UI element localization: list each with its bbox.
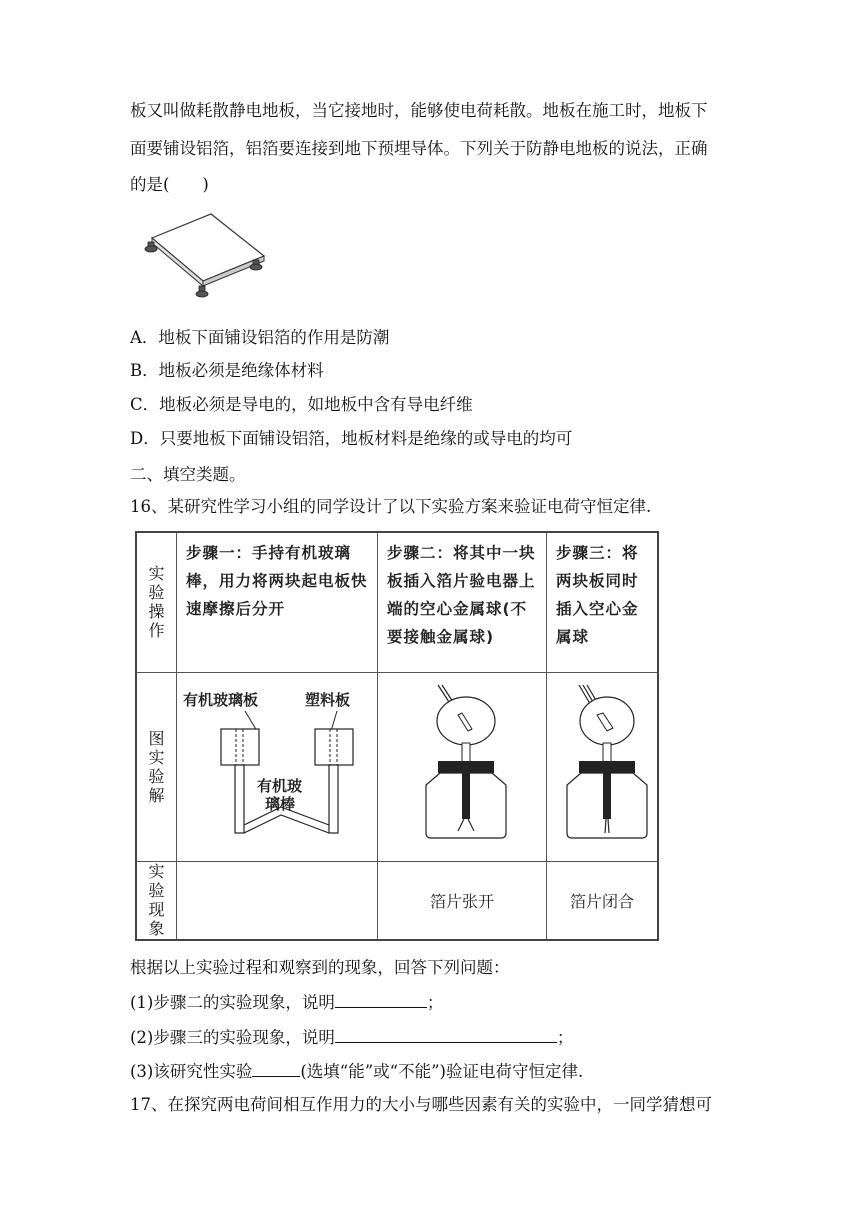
observation-step-3: 箔片闭合 xyxy=(547,861,659,940)
experiment-table xyxy=(135,531,659,941)
option-d: D．只要地板下面铺设铝箔，地板材料是绝缘的或导电的均可 xyxy=(130,429,573,448)
answer-blank-1[interactable] xyxy=(335,990,427,1008)
question-16-stem: 16、某研究性学习小组的同学设计了以下实验方案来验证电荷守恒定律. xyxy=(130,497,652,516)
question-text-line-2: 面要铺设铝箔，铝箔要连接到地下预埋导体。下列关于防静电地板的说法，正确 xyxy=(130,139,708,158)
table-row-figure xyxy=(136,672,658,861)
sub-question-3: (3)该研究性实验 (选填“能”或“不能”)验证电荷守恒定律. xyxy=(130,1059,583,1084)
figure-step-1 xyxy=(177,672,378,861)
question-17-stem: 17、在探究两电荷间相互作用力的大小与哪些因素有关的实验中，一同学猜想可 xyxy=(130,1095,712,1114)
rod-label-line-1: 有机玻 xyxy=(257,776,303,795)
glass-board-label: 有机玻璃板 xyxy=(183,690,259,709)
question-text-line-1: 板又叫做耗散静电地板，当它接地时，能够使电荷耗散。地板在施工时，地板下 xyxy=(130,101,708,120)
option-c: C．地板必须是导电的，如地板中含有导电纤维 xyxy=(130,395,473,414)
step-3-cell: 步骤三：将两块板同时插入空心金属球 xyxy=(547,532,659,672)
row-header-observation: 实验现象 xyxy=(136,861,177,940)
question-text-line-3: 的是( ) xyxy=(130,175,209,194)
step-2-cell: 步骤二：将其中一块板插入箔片验电器上端的空心金属球(不要接触金属球) xyxy=(378,532,547,672)
sub-question-1: (1)步骤二的实验现象，说明 ； xyxy=(130,990,443,1015)
row-header-operation: 实验操作 xyxy=(136,532,177,672)
sub-question-2: (2)步骤三的实验现象，说明 ； xyxy=(130,1025,573,1050)
section-title: 二、填空类题。 xyxy=(130,465,246,484)
step-1-cell: 步骤一：手持有机玻璃棒，用力将两块起电板快速摩擦后分开 xyxy=(177,532,378,672)
observation-step-2: 箔片张开 xyxy=(378,861,547,940)
option-a: A．地板下面铺设铝箔的作用是防潮 xyxy=(130,328,390,347)
row-header-figure: 图实验解 xyxy=(136,672,177,861)
plastic-board-label: 塑料板 xyxy=(305,690,351,709)
electroscope-one-board-figure xyxy=(378,673,546,857)
observation-step-1 xyxy=(177,861,378,940)
figure-step-3 xyxy=(547,672,659,861)
antistatic-floor-figure xyxy=(140,205,270,300)
rod-label-line-2: 璃棒 xyxy=(265,794,296,813)
boards-and-rod-figure xyxy=(177,673,377,857)
answer-blank-3[interactable] xyxy=(252,1059,300,1077)
table-row-operation xyxy=(136,532,658,672)
electroscope-two-boards-figure xyxy=(547,673,657,857)
answer-blank-2[interactable] xyxy=(335,1025,557,1043)
table-row-observation xyxy=(136,861,658,940)
option-b: B．地板必须是绝缘体材料 xyxy=(130,361,324,380)
figure-step-2 xyxy=(378,672,547,861)
question-16-prompt: 根据以上实验过程和观察到的现象，回答下列问题： xyxy=(130,958,510,977)
